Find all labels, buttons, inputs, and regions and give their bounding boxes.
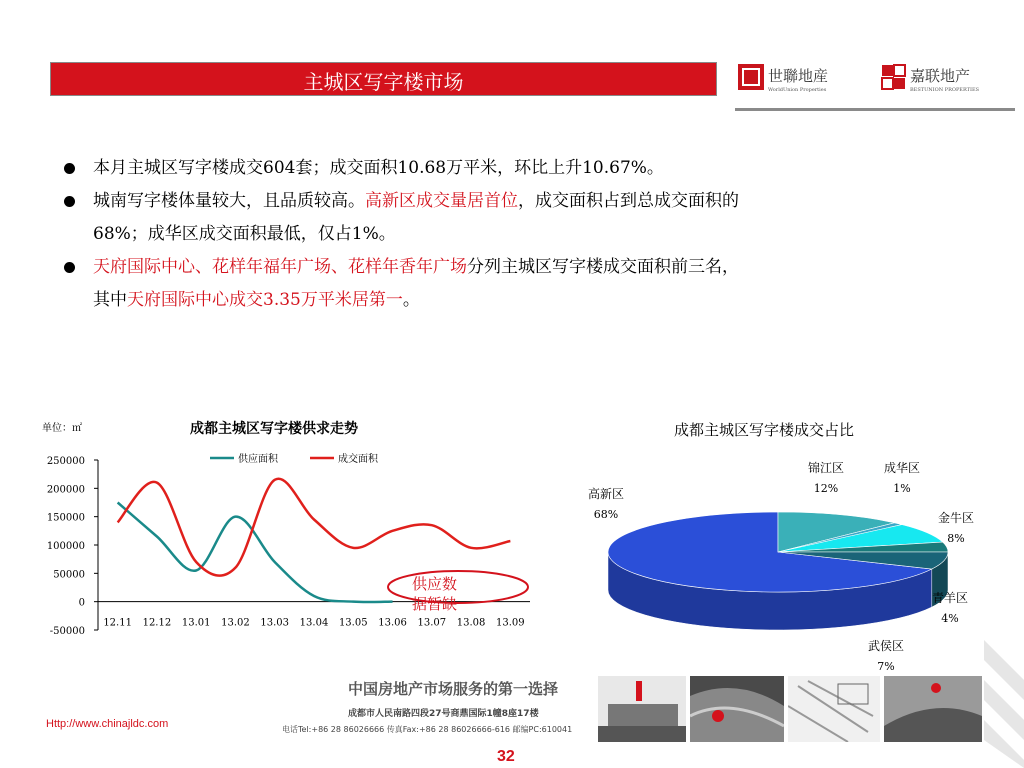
bullet-2-text-b: ，成交面积占到总成交面积的: [518, 191, 739, 211]
x-tick-label: 13.09: [496, 617, 525, 629]
legend-label: 成交面积: [338, 454, 378, 465]
pie-body: [608, 512, 948, 630]
footer-url-link[interactable]: Http://www.chinajldc.com: [46, 718, 169, 730]
pie-pct-6: 7%: [877, 660, 895, 673]
bullet-3-cont-b: 。: [402, 290, 420, 310]
x-tick-label: 13.04: [299, 617, 329, 629]
y-tick-label: 100000: [46, 541, 85, 552]
bullet-1-text: 本月主城区写字楼成交604套；成交面积10.68万平米，环比上升10.67%。: [93, 158, 664, 178]
x-tick-label: 13.03: [260, 617, 290, 629]
line-chart-title: 成都主城区写字楼供求走势: [190, 421, 358, 437]
bullet-3-cont-highlight: 天府国际中心成交3.35万平米居第一: [127, 290, 403, 310]
bullet-3: [60, 251, 980, 317]
unit-label: 单位：㎡: [42, 423, 82, 434]
pie-chart-title: 成都主城区写字楼成交占比: [674, 421, 855, 439]
worldunion-logo-text: 世聯地産: [768, 67, 829, 85]
page-title: 主城区写字楼市场: [303, 70, 464, 94]
worldunion-logo-subtext: WorldUnion Properties: [768, 87, 827, 93]
pie-label-3: 成华区: [883, 461, 921, 475]
line-chart: [30, 410, 540, 640]
bullet-2-highlight: 高新区成交量居首位: [365, 191, 518, 211]
x-tick-label: 13.02: [221, 617, 250, 629]
x-tick-label: 12.11: [103, 617, 132, 629]
pie-pct-1: 68%: [593, 508, 619, 521]
x-tick-label: 12.12: [142, 617, 172, 629]
bullet-2-continuation: 68%；成华区成交面积最低，仅占1%。: [93, 224, 396, 244]
annotation-ellipse: [388, 571, 528, 603]
photo-handshake: [690, 676, 784, 742]
corner-decoration: [984, 640, 1024, 768]
photo-ladybug: [884, 676, 982, 742]
y-tick-label: 250000: [46, 456, 85, 467]
bestunion-logo: [880, 61, 1000, 95]
bullet-dot: [64, 163, 75, 174]
pie-pct-5: 4%: [941, 612, 959, 625]
series-line-1: [118, 503, 393, 603]
header-divider: [735, 108, 1015, 111]
footer-phone: 电话Tel:+86 28 86026666 传真Fax:+86 28 86026666-616 邮编PC:610041: [282, 725, 573, 734]
pie-chart: [570, 410, 1010, 680]
page-number: 32: [497, 748, 515, 765]
pie-label-1: 高新区: [587, 487, 625, 501]
bullet-list: [60, 152, 980, 317]
y-tick-label: 200000: [46, 484, 85, 496]
bullet-2-text-a: 城南写字楼体量较大，且品质较高。: [93, 191, 365, 211]
bullet-3-cont-a: 其中: [93, 290, 127, 310]
legend-label: 供应面积: [238, 454, 278, 465]
footer-slogan: 中国房地产市场服务的第一选择: [348, 680, 559, 698]
bullet-3-text: 分列主城区写字楼成交面积前三名，: [467, 257, 739, 277]
series-line-2: [118, 479, 511, 576]
pie-label-2: 锦江区: [807, 461, 845, 475]
bullet-dot: [64, 262, 75, 273]
bestunion-logo-subtext: BESTUNION PROPERTIES: [910, 87, 980, 93]
y-tick-label: 0: [78, 597, 85, 609]
pie-label-4: 金牛区: [937, 511, 975, 525]
x-tick-label: 13.01: [181, 617, 211, 629]
line-chart-legend: [210, 452, 379, 465]
worldunion-logo-mark: [738, 64, 764, 90]
x-tick-label: 13.08: [456, 617, 486, 629]
pie-pct-3: 1%: [893, 482, 911, 495]
annotation-line-2: 据暂缺: [412, 595, 458, 613]
pie-pct-4: 8%: [947, 532, 965, 545]
worldunion-logo: [738, 61, 858, 95]
bullet-3-continuation: [93, 284, 980, 317]
photo-blueprint: [788, 676, 880, 742]
bullet-dot: [64, 196, 75, 207]
y-tick-label: -50000: [49, 626, 85, 637]
x-tick-label: 13.06: [378, 617, 407, 629]
pie-label-6: 武侯区: [867, 639, 905, 653]
pie-label-5: 青羊区: [931, 591, 969, 605]
footer-address: 成都市人民南路四段27号商鼎国际1幢8座17楼: [348, 709, 539, 719]
x-tick-label: 13.05: [338, 617, 368, 629]
bullet-1: [60, 152, 980, 185]
y-tick-label: 150000: [46, 512, 85, 524]
bullet-2: [60, 185, 980, 251]
x-tick-label: 13.07: [417, 617, 447, 629]
annotation-line-1: 供应数: [412, 575, 458, 593]
pie-pct-2: 12%: [813, 482, 839, 495]
bullet-3-highlight: 天府国际中心、花样年福年广场、花样年香年广场: [93, 257, 467, 277]
bestunion-logo-text: 嘉联地产: [910, 67, 971, 85]
y-tick-label: 50000: [53, 569, 85, 581]
photo-office-desk: [598, 676, 686, 742]
title-bar: [50, 62, 717, 96]
